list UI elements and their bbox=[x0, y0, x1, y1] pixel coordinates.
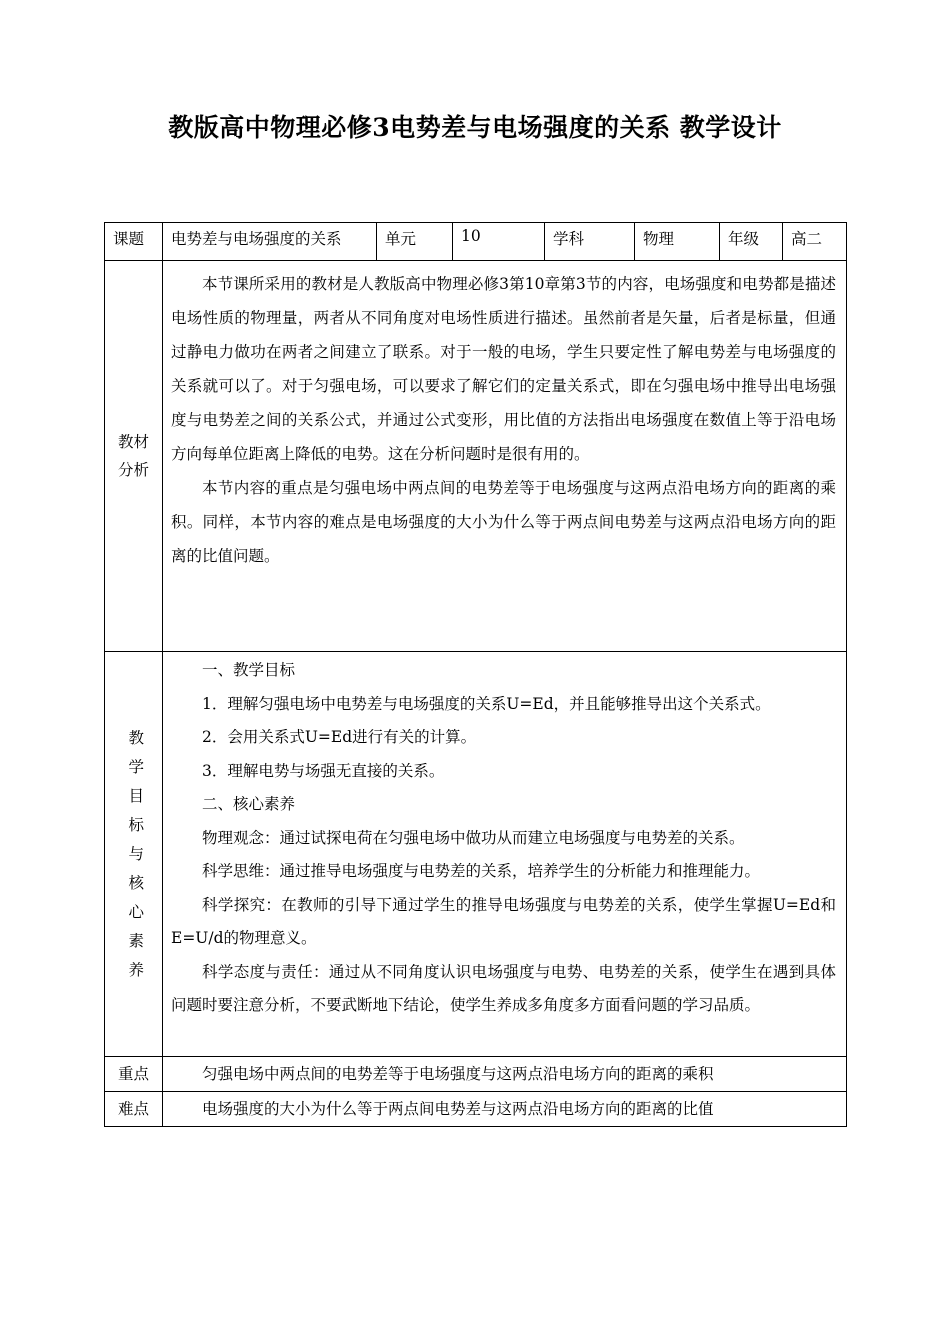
analysis-content bbox=[163, 261, 847, 652]
lesson-plan-table bbox=[104, 222, 847, 1127]
key-point-row bbox=[105, 1057, 847, 1092]
difficulty-row bbox=[105, 1092, 847, 1127]
unit-label: 单元 bbox=[377, 223, 453, 261]
goals-content bbox=[163, 652, 847, 1057]
analysis-paragraph: 本节内容的重点是匀强电场中两点间的电势差等于电场强度与这两点沿电场方向的距离的乘积。同样，本节内容的难点是电场强度的大小为什么等于两点间电势差与这两点沿电场方向的距离的比值问题。 bbox=[171, 479, 836, 565]
grade-label: 年级 bbox=[720, 223, 783, 261]
goal-item: 2．会用关系式U=Ed进行有关的计算。 bbox=[202, 728, 477, 746]
analysis-label: 教材分析 bbox=[105, 261, 163, 652]
header-row bbox=[105, 223, 847, 261]
subject-value: 物理 bbox=[635, 223, 720, 261]
goal-item: 3．理解电势与场强无直接的关系。 bbox=[202, 761, 445, 780]
literacy-item: 科学探究：在教师的引导下通过学生的推导电场强度与电势差的关系，使学生掌握U=Ed和E=U/d的物理意义。 bbox=[171, 895, 836, 947]
unit-value: 10 bbox=[453, 223, 545, 261]
literacy-item: 科学态度与责任：通过从不同角度认识电场强度与电势、电势差的关系，使学生在遇到具体问题时要注意分析，不要武断地下结论，使学生养成多角度多方面看问题的学习品质。 bbox=[171, 962, 836, 1014]
literacy-item: 物理观念：通过试探电荷在匀强电场中做功从而建立电场强度与电势差的关系。 bbox=[202, 828, 745, 847]
goals-heading: 一、教学目标 bbox=[202, 661, 296, 679]
literacy-item: 科学思维：通过推导电场强度与电势差的关系，培养学生的分析能力和推理能力。 bbox=[202, 862, 761, 880]
goals-row bbox=[105, 652, 847, 1057]
goals-label: 教学目标与核心素养 bbox=[105, 652, 163, 1057]
document-title: 教版高中物理必修3电势差与电场强度的关系 教学设计 bbox=[168, 113, 782, 142]
literacy-heading: 二、核心素养 bbox=[202, 795, 296, 813]
analysis-paragraph: 本节课所采用的教材是人教版高中物理必修3第10章第3节的内容，电场强度和电势都是描述电场性质的物理量，两者从不同角度对电场性质进行描述。虽然前者是矢量，后者是标量，但通过静电力做功在两者之间建立了联系。对于一般的电场，学生只要定性了解电势差与电场强度的关系就可以了。对于匀强电场，可以要求了解它们的定量关系式，即在匀强电场中推导出电场强度与电势差之间的关系公式，并通过公式变形，用比值的方法指出电场强度在数值上等于沿电场方向每单位距离上降低的电势。这在分析问题时是很有用的。 bbox=[171, 275, 836, 463]
goal-item: 1．理解匀强电场中电势差与电场强度的关系U=Ed，并且能够推导出这个关系式。 bbox=[202, 694, 771, 713]
difficulty-value: 电场强度的大小为什么等于两点间电势差与这两点沿电场方向的距离的比值 bbox=[163, 1092, 847, 1127]
difficulty-label: 难点 bbox=[105, 1092, 163, 1127]
topic-value: 电势差与电场强度的关系 bbox=[163, 223, 377, 261]
grade-value: 高二 bbox=[783, 223, 847, 261]
key-point-value: 匀强电场中两点间的电势差等于电场强度与这两点沿电场方向的距离的乘积 bbox=[163, 1057, 847, 1092]
key-point-label: 重点 bbox=[105, 1057, 163, 1092]
subject-label: 学科 bbox=[545, 223, 635, 261]
topic-label: 课题 bbox=[105, 223, 163, 261]
analysis-row bbox=[105, 261, 847, 652]
